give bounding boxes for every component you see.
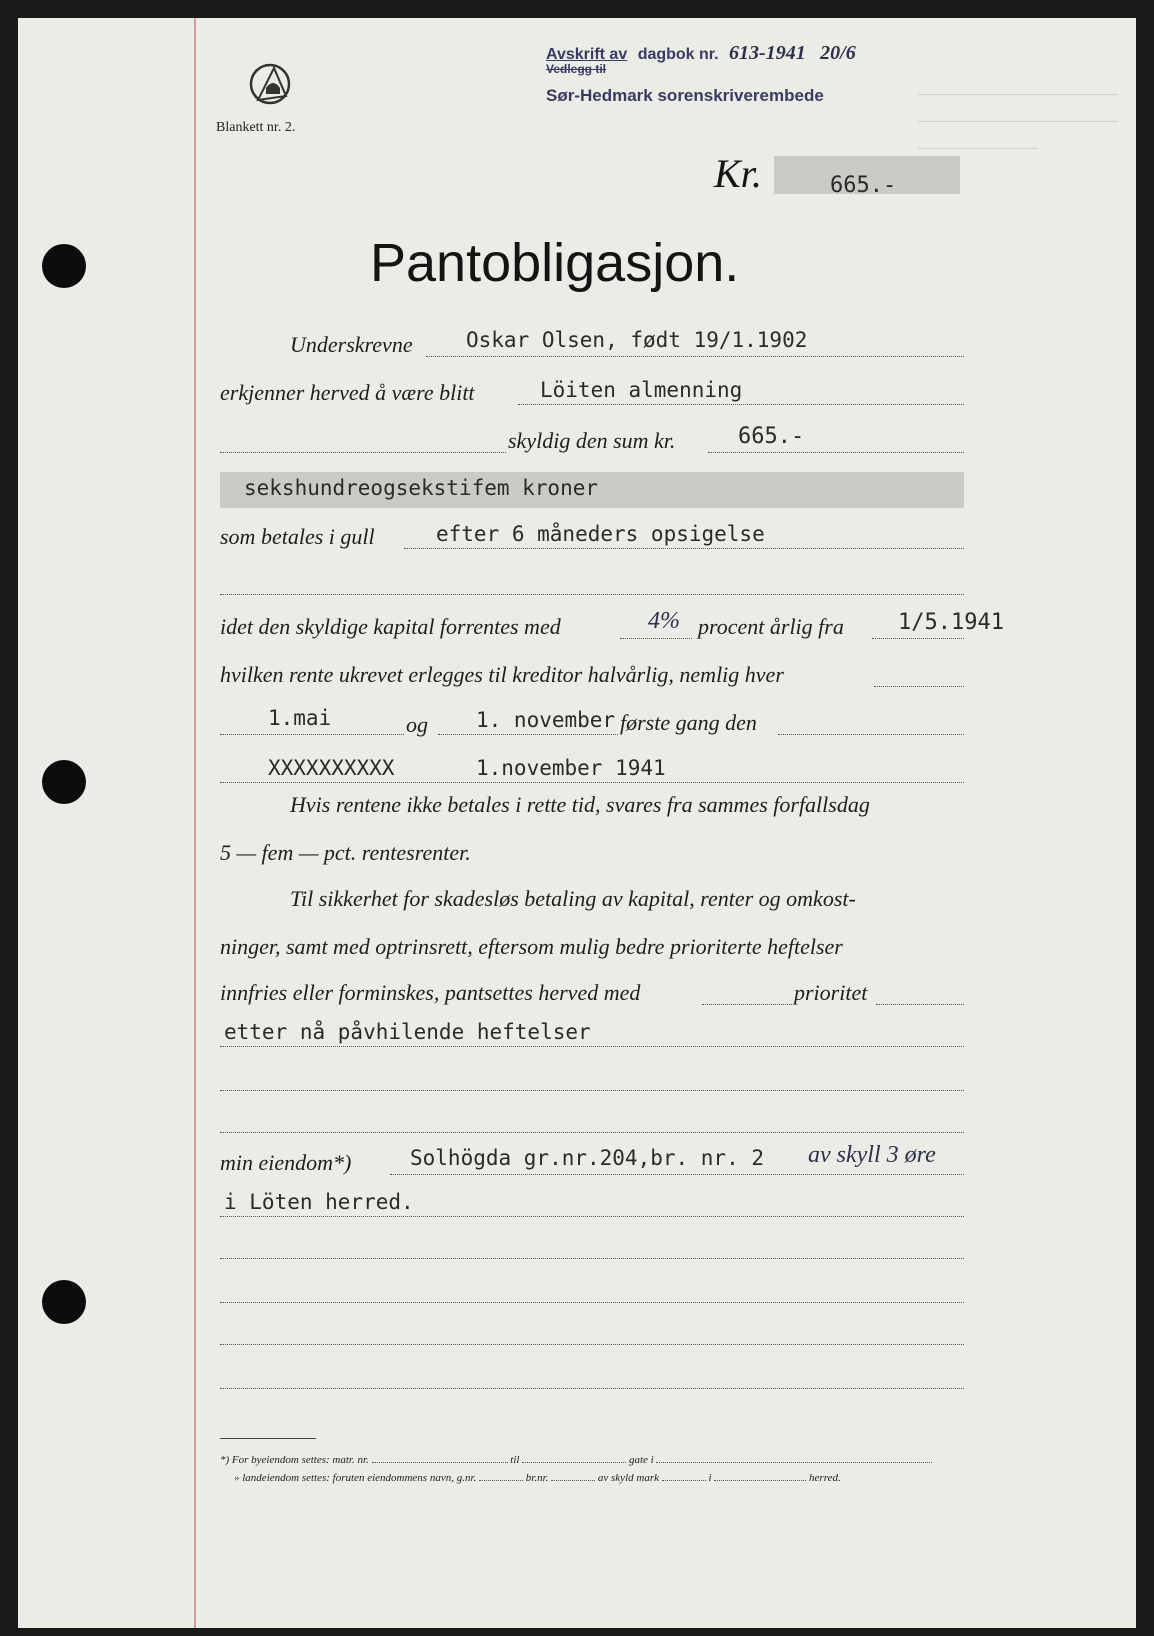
dotted-line <box>518 404 964 405</box>
fem-line: 5 — fem — pct. rentesrenter. <box>220 840 471 865</box>
dotted-line <box>220 1258 964 1259</box>
dotted-line <box>404 548 964 549</box>
dagbok-number: 613-1941 <box>729 42 806 64</box>
from-date: 1/5.1941 <box>898 610 1004 635</box>
sum-words: sekshundreogsekstifem kroner <box>244 476 599 500</box>
dotted-line <box>778 734 964 735</box>
og-label: og <box>406 712 428 737</box>
priority-value: etter nå påvhilende heftelser <box>224 1020 591 1044</box>
innfries-label: innfries eller forminskes, pantsettes herved med <box>220 980 641 1005</box>
hvilken-line: hvilken rente ukrevet erlegges til kreditor halvårlig, nemlig hver <box>220 662 784 687</box>
date-note: 20/6 <box>820 42 856 64</box>
property-handwritten: av skyll 3 øre <box>808 1142 936 1168</box>
margin-line <box>194 18 196 1628</box>
betales-label: som betales i gull <box>220 524 375 549</box>
idet-label: idet den skyldige kapital forrentes med <box>220 614 561 639</box>
property-value: Solhögda gr.nr.204,br. nr. 2 <box>410 1146 765 1170</box>
dotted-line <box>220 1132 964 1133</box>
term-1: 1.mai <box>268 706 332 730</box>
underskrevne-value: Oskar Olsen, født 19/1.1902 <box>466 328 808 352</box>
creditor-value: Löiten almenning <box>540 378 743 402</box>
first-payment-date: 1.november 1941 <box>476 756 666 780</box>
betales-value: efter 6 måneders opsigelse <box>436 522 765 546</box>
dotted-line <box>220 452 506 453</box>
ninger-line: ninger, samt med optrinsrett, eftersom mulig bedre prioriterte heftelser <box>220 934 843 959</box>
dotted-line <box>876 1004 964 1005</box>
rate-value: 4% <box>648 608 680 634</box>
kr-amount: 665.- <box>830 173 897 198</box>
forste-gang-label: første gang den <box>620 710 757 735</box>
page-title: Pantobligasjon. <box>370 233 740 293</box>
stamp-line-2: Vedlegg til <box>546 62 607 76</box>
dotted-line <box>220 1090 964 1091</box>
dotted-line <box>620 638 692 639</box>
footnote-rule <box>220 1438 316 1439</box>
skyldig-label: skyldig den sum kr. <box>508 428 676 453</box>
dotted-line <box>220 734 404 735</box>
publisher-logo <box>246 56 300 114</box>
document-page <box>18 18 1136 1628</box>
punch-hole-bottom <box>42 1280 86 1324</box>
dotted-line <box>220 1302 964 1303</box>
footnote-line-1: *) For byeiendom settes: matr. nr. til gate i <box>220 1454 932 1466</box>
struck-out-text: XXXXXXXXXX <box>268 756 395 780</box>
dotted-line <box>702 1004 792 1005</box>
erkjenner-label: erkjenner herved å være blitt <box>220 380 475 405</box>
underskrevne-label: Underskrevne <box>290 332 413 357</box>
dotted-line <box>390 1174 964 1175</box>
dotted-line <box>220 594 964 595</box>
stamp-line-1: Avskrift av dagbok nr. 613-1941 20/6 <box>546 42 856 64</box>
herred-value: i Löten herred. <box>224 1190 414 1214</box>
dotted-line <box>220 782 964 783</box>
dotted-line <box>220 1344 964 1345</box>
procent-label: procent årlig fra <box>698 614 844 639</box>
eiendom-label: min eiendom*) <box>220 1150 352 1175</box>
footnote-line-2: » landeiendom settes: foruten eiendommens navn, g.nr. br.nr. av skyld mark i herred. <box>234 1472 841 1484</box>
dotted-line <box>872 638 964 639</box>
hvis-line: Hvis rentene ikke betales i rette tid, svares fra sammes forfallsdag <box>290 792 870 817</box>
term-2: 1. november <box>476 708 616 732</box>
kr-label: Kr. <box>714 151 762 196</box>
dotted-line <box>708 452 964 453</box>
sum-value: 665.- <box>738 424 805 449</box>
punch-hole-middle <box>42 760 86 804</box>
dotted-line <box>438 734 618 735</box>
dotted-line <box>874 686 964 687</box>
blankett-number: Blankett nr. 2. <box>216 120 296 135</box>
dotted-line <box>426 356 964 357</box>
dotted-line <box>220 1216 964 1217</box>
til-sikkerhet-line: Til sikkerhet for skadesløs betaling av kapital, renter og omkost- <box>290 886 856 911</box>
punch-hole-top <box>42 244 86 288</box>
prioritet-label: prioritet <box>794 980 868 1005</box>
dotted-line <box>220 1388 964 1389</box>
dotted-line <box>220 1046 964 1047</box>
stamp-office: Sør-Hedmark sorenskriverembede <box>546 86 824 105</box>
